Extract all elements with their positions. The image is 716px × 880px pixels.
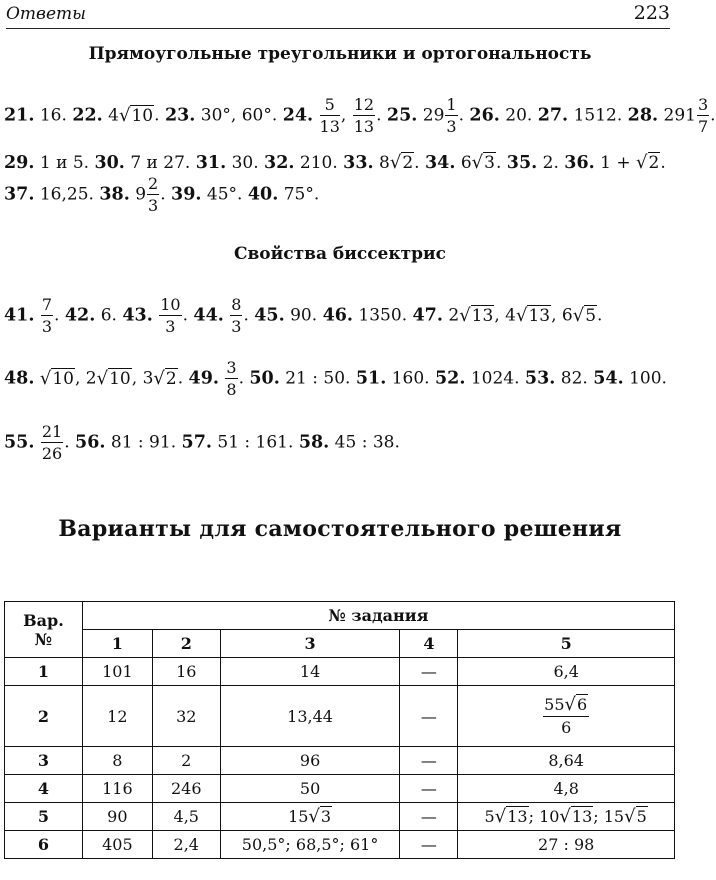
section-title-bisectors: Свойства биссектрис bbox=[233, 244, 447, 264]
variants-table bbox=[4, 601, 675, 859]
answers-line-1: 21. 16. 22. 4√10. 23. 30°, 60°. 24. $\frac{5}{13}$ , $\frac{12}{13}$ . 25. 29 $\frac{1}{3}$ . 26. 20. 27. 1512. 28. 291 $\frac{3}{7}$ . bbox=[4, 95, 716, 136]
col-1: 1 bbox=[82, 630, 152, 658]
table-row: 6 405 2,4 50,5°; 68,5°; 61° — 27 : 98 bbox=[5, 831, 675, 859]
page-number: 223 bbox=[633, 2, 670, 24]
answers-line-4: 41. $\frac{7}{3}$ . 42. 6. 43. $\frac{10}{3}$ . 44. $\frac{8}{3}$ . 45. 90. 46. 1350. 47. 2√13, 4√13, 6√5. bbox=[4, 295, 603, 336]
col-4: 4 bbox=[400, 630, 458, 658]
col-2: 2 bbox=[152, 630, 220, 658]
table-row: 4 116 246 50 — 4,8 bbox=[5, 775, 675, 803]
page-header bbox=[6, 2, 670, 29]
col-5: 5 bbox=[458, 630, 675, 658]
section-title-variants: Варианты для самостоятельного решения bbox=[58, 516, 622, 542]
answers-line-3: 37. 16,25. 38. 9 $\frac{2}{3}$ . 39. 45°. 40. 75°. bbox=[4, 174, 320, 215]
variant-column-header: Вар. № bbox=[5, 602, 83, 658]
answers-line-5: 48. √10, 2√10, 3√2. 49. $\frac{3}{8}$ . 50. 21 : 50. 51. 160. 52. 1024. 53. 82. 54. 100. bbox=[4, 358, 667, 399]
table-row: 1 101 16 14 — 6,4 bbox=[5, 658, 675, 686]
running-title: Ответы bbox=[6, 4, 86, 24]
task-column-header: № задания bbox=[82, 602, 674, 630]
table-row: 3 8 2 96 — 8,64 bbox=[5, 747, 675, 775]
answers-line-2: 29. 1 и 5. 30. 7 и 27. 31. 30. 32. 210. 33. 8√2. 34. 6√3. 35. 2. 36. 1 + √2. bbox=[4, 152, 666, 173]
answers-line-6: 55. $\frac{21}{26}$ . 56. 81 : 91. 57. 51 : 161. 58. 45 : 38. bbox=[4, 422, 400, 463]
table-row: 5 90 4,5 15√3 — 5√13; 10√13; 15√5 bbox=[5, 803, 675, 831]
table-row: 2 12 32 13,44 — $\frac{55√6}{6}$ bbox=[5, 686, 675, 747]
col-3: 3 bbox=[220, 630, 400, 658]
section-title-right-triangles: Прямоугольные треугольники и ортогональность bbox=[88, 44, 592, 64]
